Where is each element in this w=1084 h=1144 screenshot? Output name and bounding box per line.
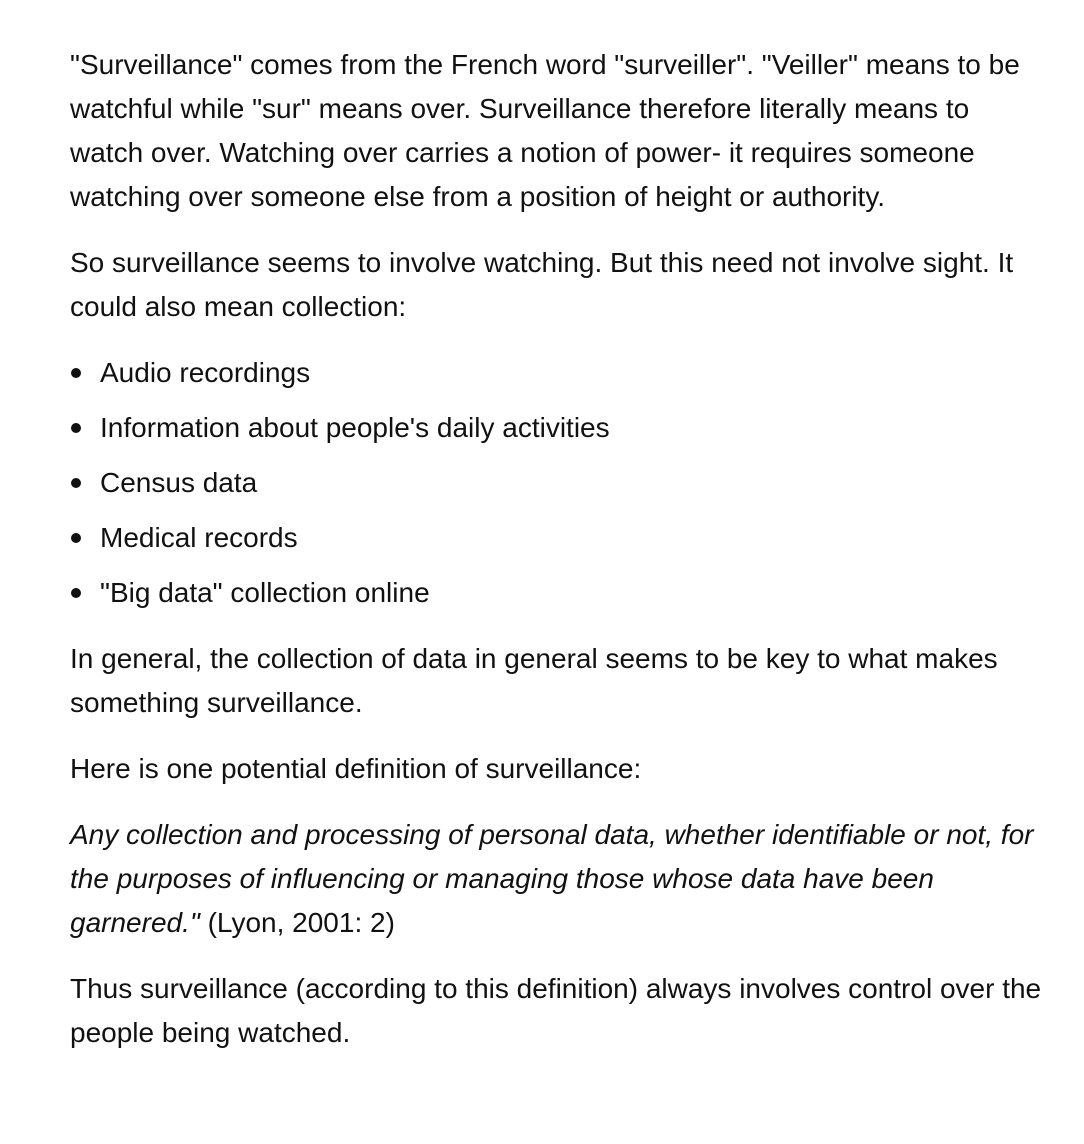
collection-examples-list bbox=[70, 351, 1050, 615]
quote-text: Any collection and processing of personal data, whether identifiable or not, for the purposes of influencing or managing those whose data have been garnered." bbox=[70, 819, 1034, 938]
list-item-text: "Big data" collection online bbox=[100, 577, 430, 608]
conclusion-paragraph: Thus surveillance (according to this definition) always involves control over the people being watched. bbox=[70, 973, 1042, 1048]
list-item-text: Audio recordings bbox=[100, 357, 311, 388]
definition-quote bbox=[70, 813, 1050, 945]
article-body bbox=[70, 43, 1050, 1077]
bullet-icon bbox=[71, 368, 81, 378]
list-item-text: Information about people's daily activities bbox=[100, 412, 610, 443]
list-item bbox=[70, 571, 1050, 615]
etymology-paragraph: "Surveillance" comes from the French word "surveiller". "Veiller" means to be watchful while "sur" means over. Surveillance therefore literally means to watch over. Watching over carries a notion of power- it requires someone watching over someone else from a position of height or authority. bbox=[70, 49, 1020, 212]
list-item bbox=[70, 351, 1050, 395]
list-item bbox=[70, 406, 1050, 450]
list-item bbox=[70, 461, 1050, 505]
quote-citation: (Lyon, 2001: 2) bbox=[199, 907, 395, 938]
bullet-icon bbox=[71, 478, 81, 488]
list-item-text: Medical records bbox=[100, 522, 298, 553]
bullet-icon bbox=[71, 423, 81, 433]
collection-summary-paragraph: In general, the collection of data in general seems to be key to what makes something surveillance. bbox=[70, 643, 998, 718]
list-item bbox=[70, 516, 1050, 560]
definition-intro-paragraph: Here is one potential definition of surveillance: bbox=[70, 753, 642, 784]
list-item-text: Census data bbox=[100, 467, 258, 498]
bullet-icon bbox=[71, 588, 81, 598]
watching-paragraph: So surveillance seems to involve watching. But this need not involve sight. It could also mean collection: bbox=[70, 247, 1014, 322]
bullet-icon bbox=[71, 533, 81, 543]
